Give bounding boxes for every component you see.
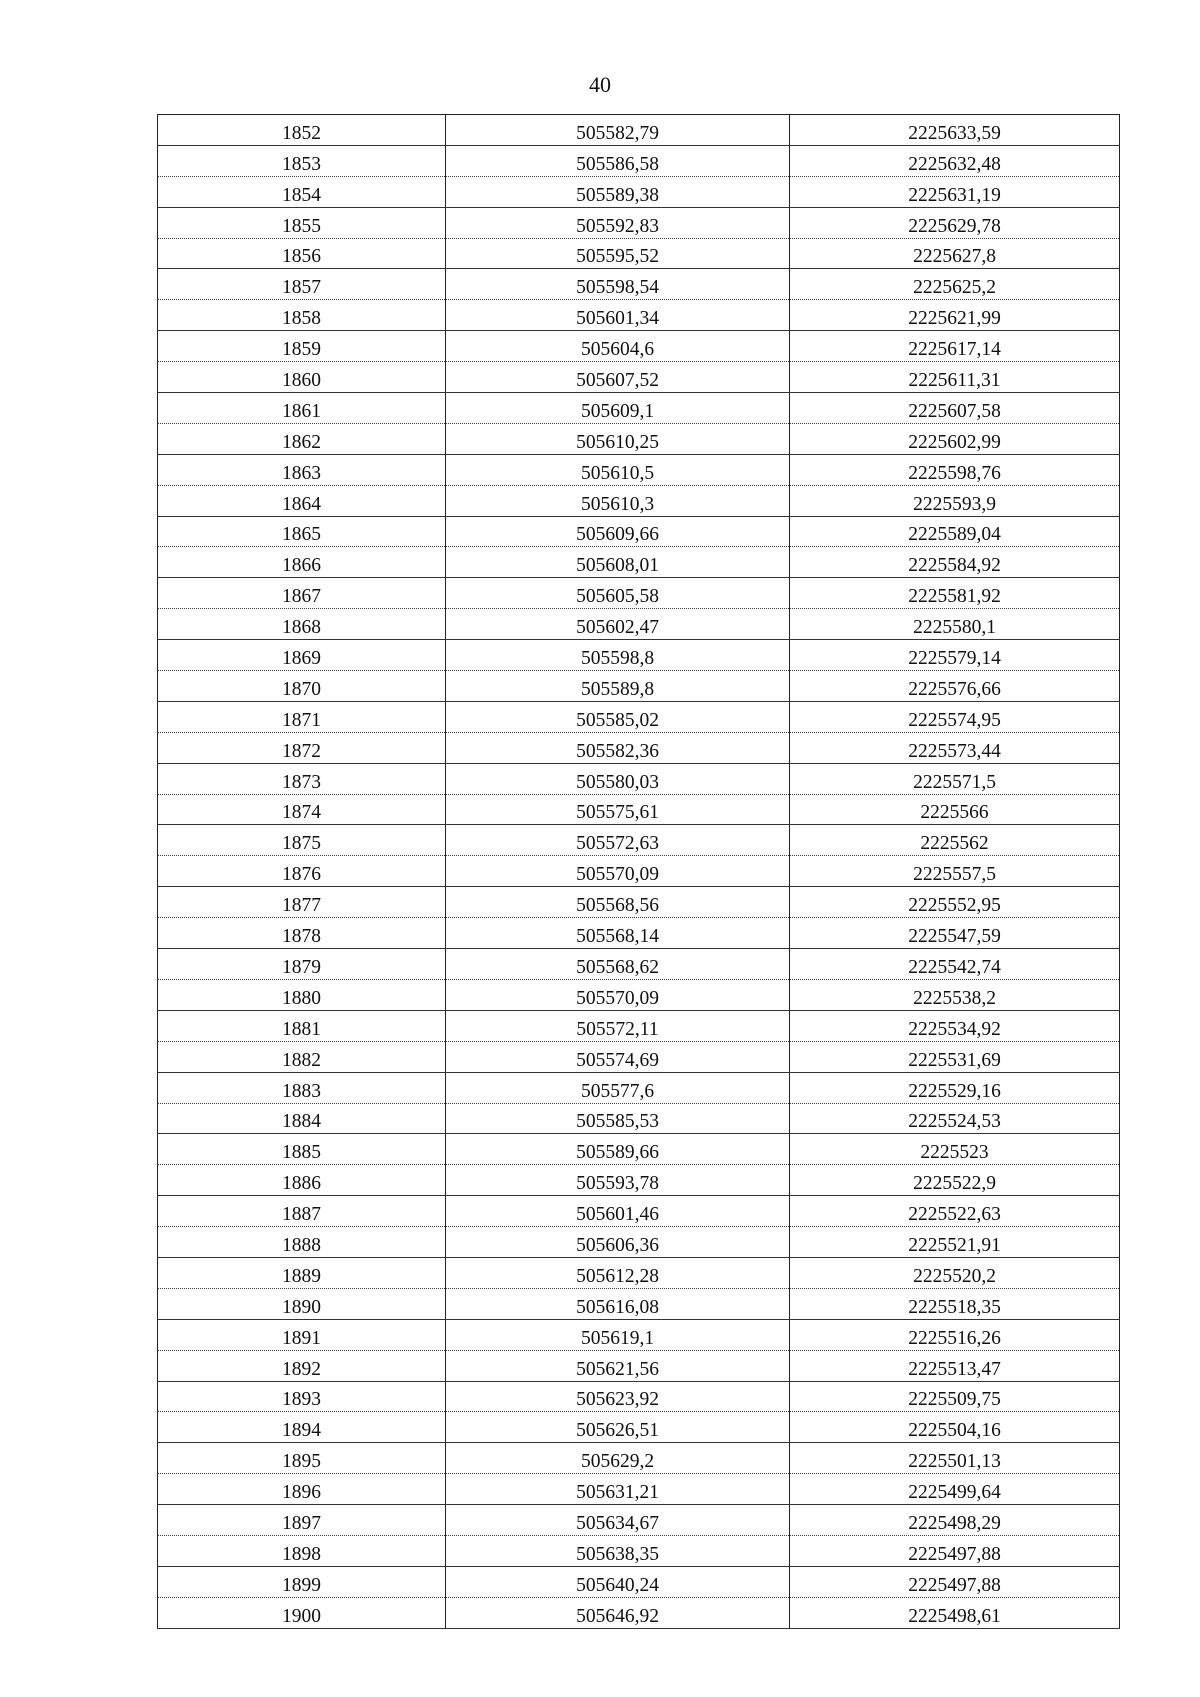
point-number-cell: 1898 [158,1535,446,1566]
point-number-cell: 1873 [158,763,446,794]
table-row [158,1072,1120,1103]
table-row [158,238,1120,269]
point-number-cell: 1856 [158,238,446,269]
point-number-cell: 1897 [158,1505,446,1536]
y-coordinate-cell: 2225579,14 [790,640,1120,671]
table-row [158,1288,1120,1319]
point-number-cell: 1889 [158,1257,446,1288]
table-row [158,1350,1120,1381]
y-coordinate-cell: 2225534,92 [790,1010,1120,1041]
table-row [158,1474,1120,1505]
y-coordinate-cell: 2225562 [790,825,1120,856]
point-number-cell: 1872 [158,732,446,763]
table-row [158,269,1120,300]
x-coordinate-cell: 505598,54 [446,269,790,300]
point-number-cell: 1882 [158,1041,446,1072]
x-coordinate-cell: 505580,03 [446,763,790,794]
table-row [158,176,1120,207]
point-number-cell: 1869 [158,640,446,671]
x-coordinate-cell: 505621,56 [446,1350,790,1381]
y-coordinate-cell: 2225523 [790,1134,1120,1165]
table-row [158,732,1120,763]
y-coordinate-cell: 2225524,53 [790,1103,1120,1134]
x-coordinate-cell: 505572,11 [446,1010,790,1041]
y-coordinate-cell: 2225593,9 [790,485,1120,516]
y-coordinate-cell: 2225521,91 [790,1227,1120,1258]
y-coordinate-cell: 2225611,31 [790,362,1120,393]
x-coordinate-cell: 505582,36 [446,732,790,763]
point-number-cell: 1852 [158,115,446,146]
point-number-cell: 1864 [158,485,446,516]
point-number-cell: 1880 [158,979,446,1010]
point-number-cell: 1866 [158,547,446,578]
point-number-cell: 1891 [158,1319,446,1350]
table-row [158,763,1120,794]
table-row [158,609,1120,640]
x-coordinate-cell: 505593,78 [446,1165,790,1196]
point-number-cell: 1899 [158,1566,446,1597]
y-coordinate-cell: 2225529,16 [790,1072,1120,1103]
y-coordinate-cell: 2225520,2 [790,1257,1120,1288]
point-number-cell: 1900 [158,1597,446,1628]
x-coordinate-cell: 505582,79 [446,115,790,146]
page-number: 40 [589,72,611,97]
table-row [158,1103,1120,1134]
y-coordinate-cell: 2225602,99 [790,423,1120,454]
point-number-cell: 1888 [158,1227,446,1258]
y-coordinate-cell: 2225542,74 [790,949,1120,980]
x-coordinate-cell: 505595,52 [446,238,790,269]
table-row [158,887,1120,918]
y-coordinate-cell: 2225547,59 [790,918,1120,949]
coordinates-table [157,114,1120,1629]
point-number-cell: 1890 [158,1288,446,1319]
table-row [158,578,1120,609]
point-number-cell: 1862 [158,423,446,454]
point-number-cell: 1879 [158,949,446,980]
table-row [158,1535,1120,1566]
table-row [158,207,1120,238]
table-row [158,423,1120,454]
point-number-cell: 1893 [158,1381,446,1412]
point-number-cell: 1894 [158,1412,446,1443]
point-number-cell: 1855 [158,207,446,238]
y-coordinate-cell: 2225629,78 [790,207,1120,238]
x-coordinate-cell: 505646,92 [446,1597,790,1628]
point-number-cell: 1875 [158,825,446,856]
table-row [158,918,1120,949]
point-number-cell: 1876 [158,856,446,887]
table-row [158,1227,1120,1258]
x-coordinate-cell: 505601,34 [446,300,790,331]
y-coordinate-cell: 2225557,5 [790,856,1120,887]
table-row [158,949,1120,980]
y-coordinate-cell: 2225531,69 [790,1041,1120,1072]
x-coordinate-cell: 505616,08 [446,1288,790,1319]
x-coordinate-cell: 505638,35 [446,1535,790,1566]
x-coordinate-cell: 505609,66 [446,516,790,547]
y-coordinate-cell: 2225589,04 [790,516,1120,547]
x-coordinate-cell: 505640,24 [446,1566,790,1597]
y-coordinate-cell: 2225632,48 [790,145,1120,176]
y-coordinate-cell: 2225516,26 [790,1319,1120,1350]
point-number-cell: 1865 [158,516,446,547]
table-row [158,1010,1120,1041]
y-coordinate-cell: 2225513,47 [790,1350,1120,1381]
y-coordinate-cell: 2225498,29 [790,1505,1120,1536]
point-number-cell: 1871 [158,701,446,732]
y-coordinate-cell: 2225518,35 [790,1288,1120,1319]
y-coordinate-cell: 2225580,1 [790,609,1120,640]
table-row [158,1597,1120,1628]
x-coordinate-cell: 505568,56 [446,887,790,918]
y-coordinate-cell: 2225522,9 [790,1165,1120,1196]
x-coordinate-cell: 505570,09 [446,856,790,887]
table-row [158,701,1120,732]
x-coordinate-cell: 505610,25 [446,423,790,454]
point-number-cell: 1863 [158,454,446,485]
x-coordinate-cell: 505606,36 [446,1227,790,1258]
table-row [158,1134,1120,1165]
point-number-cell: 1861 [158,393,446,424]
point-number-cell: 1881 [158,1010,446,1041]
table-row [158,1165,1120,1196]
x-coordinate-cell: 505608,01 [446,547,790,578]
y-coordinate-cell: 2225627,8 [790,238,1120,269]
table-row [158,1041,1120,1072]
x-coordinate-cell: 505589,66 [446,1134,790,1165]
y-coordinate-cell: 2225504,16 [790,1412,1120,1443]
y-coordinate-cell: 2225617,14 [790,331,1120,362]
x-coordinate-cell: 505574,69 [446,1041,790,1072]
point-number-cell: 1892 [158,1350,446,1381]
x-coordinate-cell: 505610,3 [446,485,790,516]
table-row [158,454,1120,485]
point-number-cell: 1867 [158,578,446,609]
table-row [158,856,1120,887]
y-coordinate-cell: 2225607,58 [790,393,1120,424]
y-coordinate-cell: 2225598,76 [790,454,1120,485]
table-row [158,1505,1120,1536]
point-number-cell: 1854 [158,176,446,207]
table-row [158,145,1120,176]
y-coordinate-cell: 2225631,19 [790,176,1120,207]
table-row [158,362,1120,393]
x-coordinate-cell: 505626,51 [446,1412,790,1443]
table-row [158,1566,1120,1597]
point-number-cell: 1874 [158,794,446,825]
x-coordinate-cell: 505619,1 [446,1319,790,1350]
y-coordinate-cell: 2225497,88 [790,1566,1120,1597]
point-number-cell: 1895 [158,1443,446,1474]
x-coordinate-cell: 505612,28 [446,1257,790,1288]
coordinates-table-body [158,115,1120,1629]
point-number-cell: 1887 [158,1196,446,1227]
table-row [158,1412,1120,1443]
table-row [158,485,1120,516]
y-coordinate-cell: 2225509,75 [790,1381,1120,1412]
y-coordinate-cell: 2225538,2 [790,979,1120,1010]
y-coordinate-cell: 2225571,5 [790,763,1120,794]
x-coordinate-cell: 505604,6 [446,331,790,362]
y-coordinate-cell: 2225499,64 [790,1474,1120,1505]
x-coordinate-cell: 505589,38 [446,176,790,207]
table-row [158,1196,1120,1227]
y-coordinate-cell: 2225581,92 [790,578,1120,609]
table-row [158,547,1120,578]
point-number-cell: 1885 [158,1134,446,1165]
point-number-cell: 1883 [158,1072,446,1103]
point-number-cell: 1884 [158,1103,446,1134]
point-number-cell: 1868 [158,609,446,640]
x-coordinate-cell: 505629,2 [446,1443,790,1474]
x-coordinate-cell: 505589,8 [446,671,790,702]
y-coordinate-cell: 2225497,88 [790,1535,1120,1566]
y-coordinate-cell: 2225576,66 [790,671,1120,702]
table-row [158,1257,1120,1288]
point-number-cell: 1860 [158,362,446,393]
x-coordinate-cell: 505609,1 [446,393,790,424]
point-number-cell: 1859 [158,331,446,362]
table-row [158,393,1120,424]
x-coordinate-cell: 505585,02 [446,701,790,732]
y-coordinate-cell: 2225501,13 [790,1443,1120,1474]
x-coordinate-cell: 505568,14 [446,918,790,949]
x-coordinate-cell: 505568,62 [446,949,790,980]
y-coordinate-cell: 2225573,44 [790,732,1120,763]
table-row [158,640,1120,671]
x-coordinate-cell: 505610,5 [446,454,790,485]
y-coordinate-cell: 2225584,92 [790,547,1120,578]
x-coordinate-cell: 505623,92 [446,1381,790,1412]
point-number-cell: 1857 [158,269,446,300]
point-number-cell: 1886 [158,1165,446,1196]
y-coordinate-cell: 2225552,95 [790,887,1120,918]
x-coordinate-cell: 505570,09 [446,979,790,1010]
point-number-cell: 1853 [158,145,446,176]
x-coordinate-cell: 505592,83 [446,207,790,238]
x-coordinate-cell: 505586,58 [446,145,790,176]
x-coordinate-cell: 505572,63 [446,825,790,856]
table-row [158,331,1120,362]
x-coordinate-cell: 505598,8 [446,640,790,671]
y-coordinate-cell: 2225574,95 [790,701,1120,732]
table-row [158,825,1120,856]
table-row [158,979,1120,1010]
point-number-cell: 1877 [158,887,446,918]
y-coordinate-cell: 2225566 [790,794,1120,825]
y-coordinate-cell: 2225625,2 [790,269,1120,300]
x-coordinate-cell: 505631,21 [446,1474,790,1505]
table-row [158,300,1120,331]
table-row [158,671,1120,702]
x-coordinate-cell: 505602,47 [446,609,790,640]
table-row [158,1319,1120,1350]
y-coordinate-cell: 2225498,61 [790,1597,1120,1628]
point-number-cell: 1896 [158,1474,446,1505]
x-coordinate-cell: 505601,46 [446,1196,790,1227]
table-row [158,516,1120,547]
x-coordinate-cell: 505585,53 [446,1103,790,1134]
point-number-cell: 1858 [158,300,446,331]
x-coordinate-cell: 505634,67 [446,1505,790,1536]
y-coordinate-cell: 2225621,99 [790,300,1120,331]
y-coordinate-cell: 2225522,63 [790,1196,1120,1227]
point-number-cell: 1878 [158,918,446,949]
x-coordinate-cell: 505607,52 [446,362,790,393]
table-row [158,1443,1120,1474]
x-coordinate-cell: 505605,58 [446,578,790,609]
table-row [158,794,1120,825]
table-row [158,1381,1120,1412]
x-coordinate-cell: 505577,6 [446,1072,790,1103]
x-coordinate-cell: 505575,61 [446,794,790,825]
y-coordinate-cell: 2225633,59 [790,115,1120,146]
table-row [158,115,1120,146]
point-number-cell: 1870 [158,671,446,702]
